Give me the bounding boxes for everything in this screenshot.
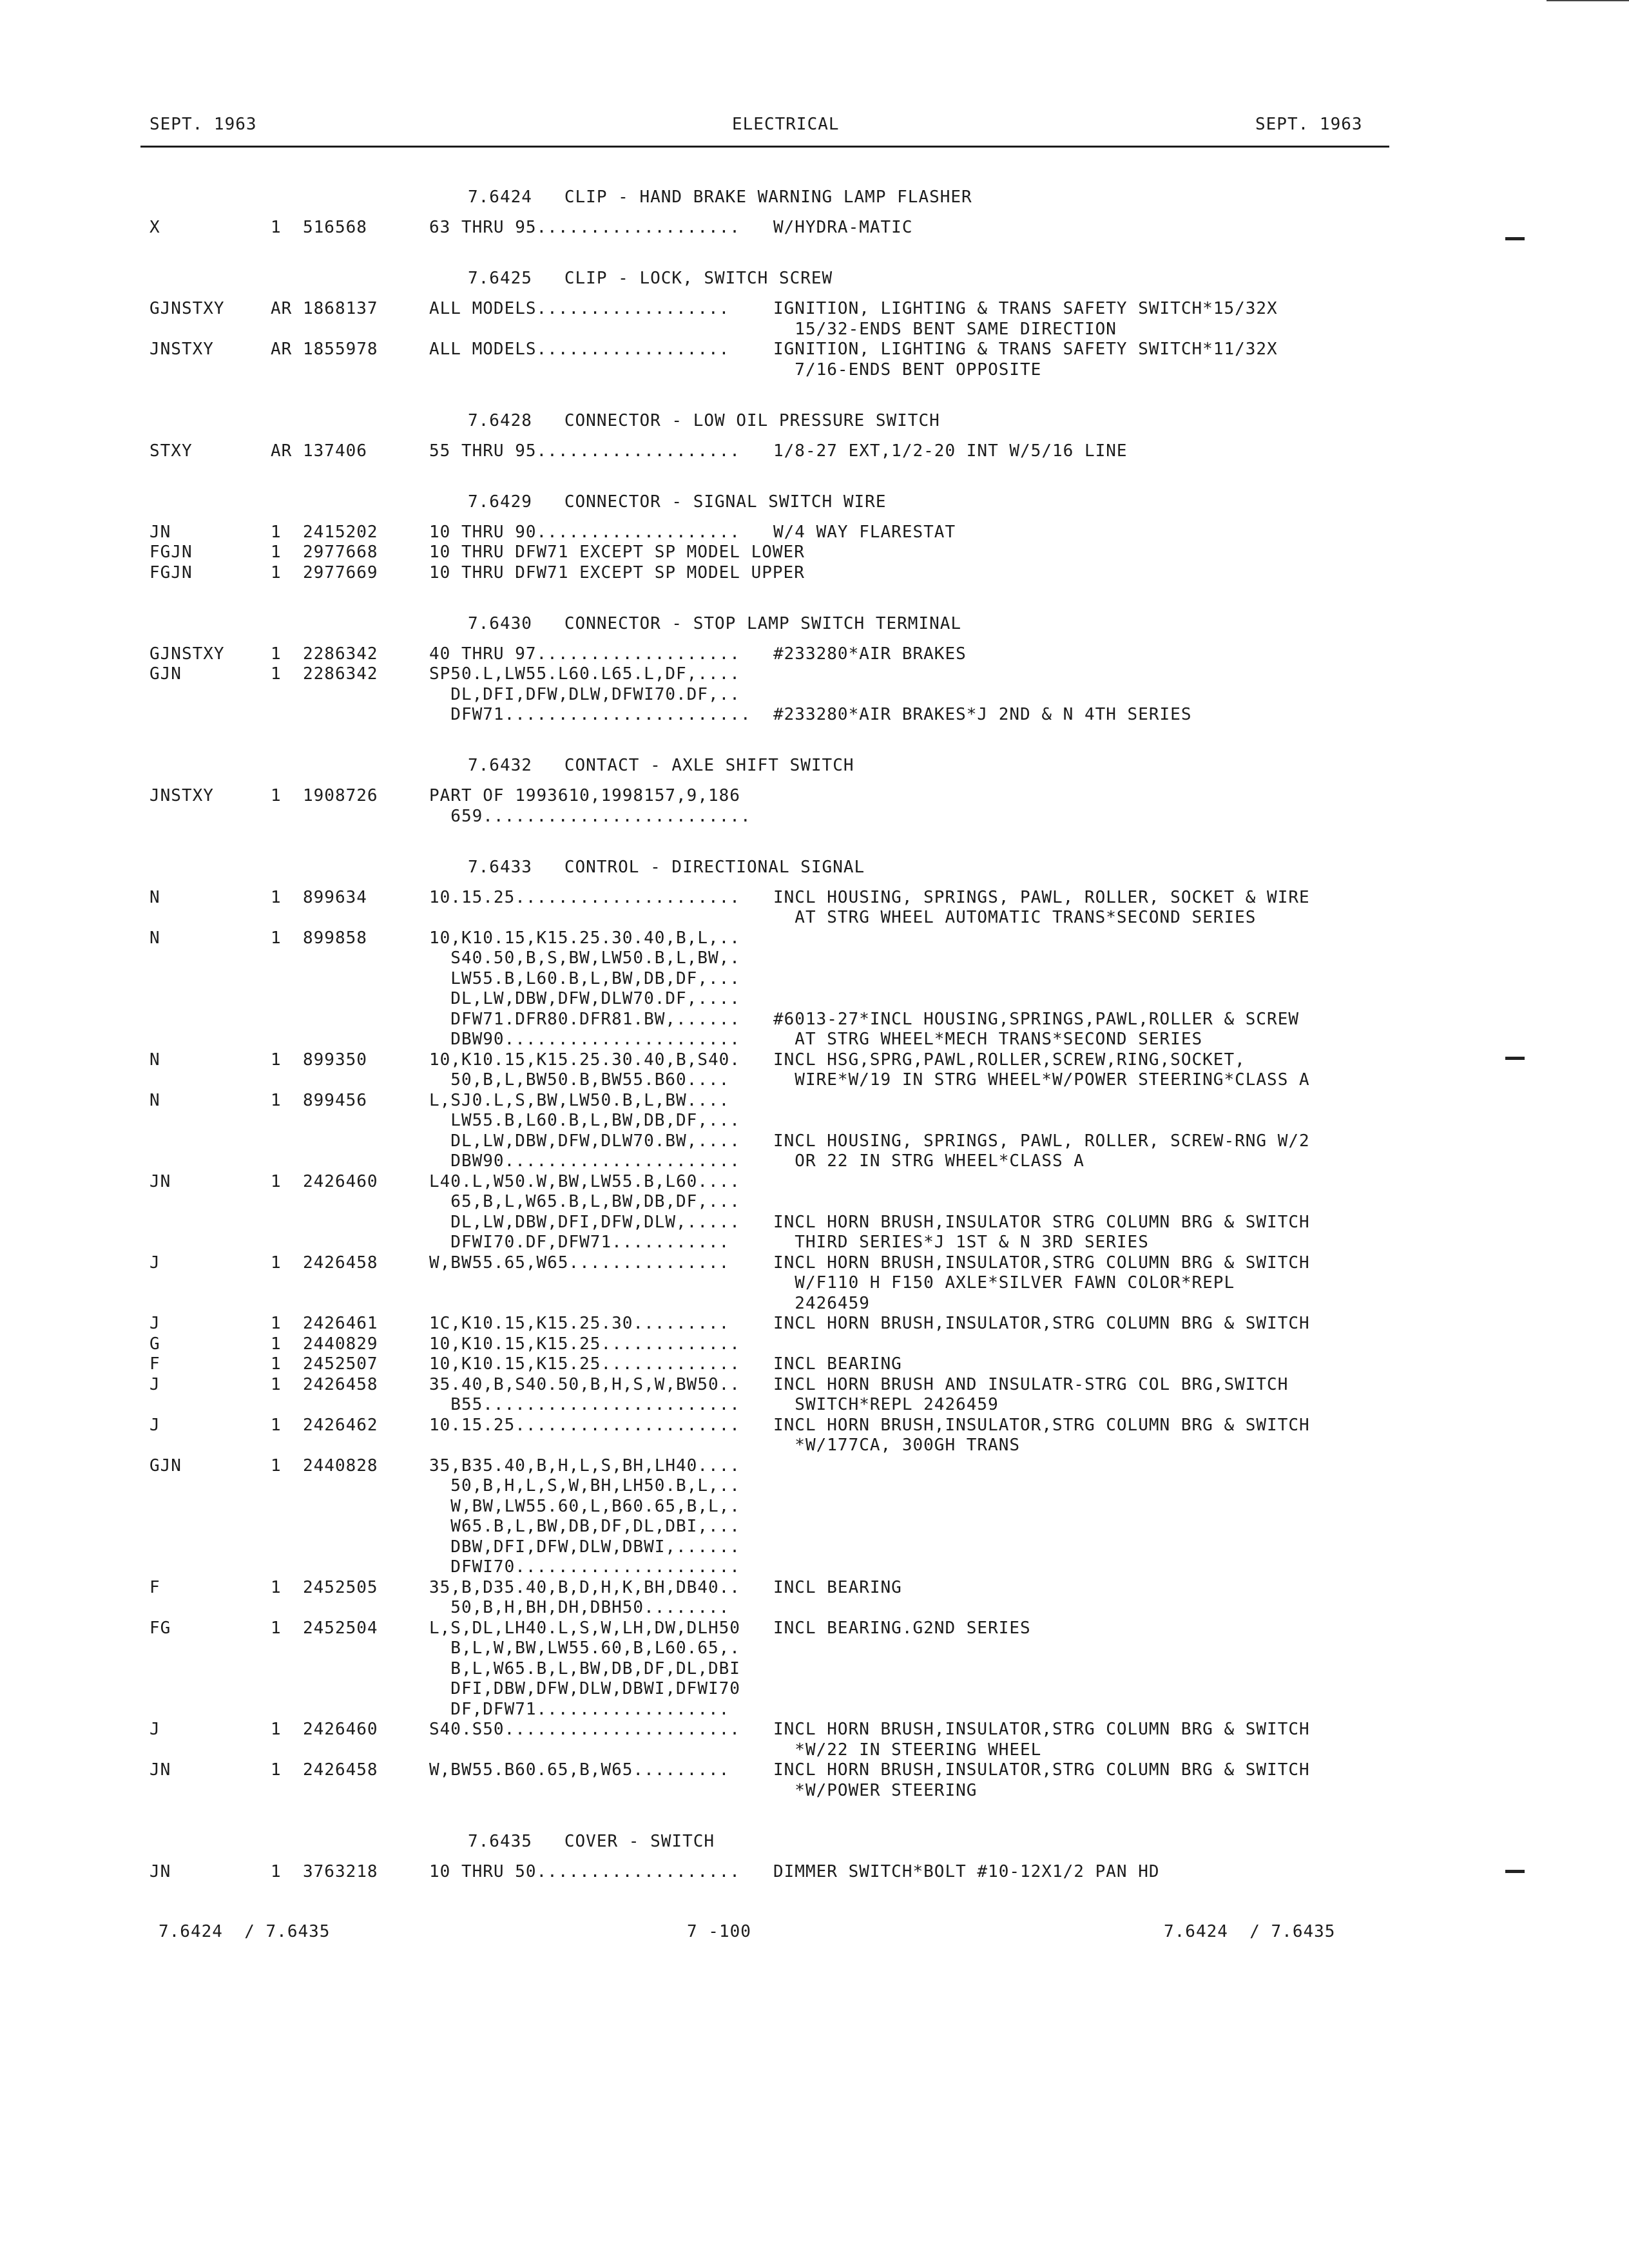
section-spacer xyxy=(0,827,1629,847)
model-range: W,BW,LW55.60,L,B60.65,B,L,. xyxy=(429,1496,740,1516)
model-range: DFWI70.DF,DFW71........... xyxy=(429,1233,730,1252)
remarks: INCL BEARING.G2ND SERIES xyxy=(773,1618,1031,1638)
model-range: DL,LW,DBW,DFI,DFW,DLW,..... xyxy=(429,1212,740,1232)
table-row xyxy=(0,1416,1629,1436)
table-row xyxy=(0,1456,1629,1477)
model-range: S40.50,B,S,BW,LW50.B,L,BW,. xyxy=(429,948,740,968)
table-row xyxy=(0,948,1629,969)
quantity: 1 xyxy=(271,1760,282,1780)
table-row xyxy=(0,928,1629,949)
table-row xyxy=(0,908,1629,928)
section-heading xyxy=(0,1821,1629,1862)
remarks: W/HYDRA-MATIC xyxy=(773,218,913,237)
model-range: 55 THRU 95................... xyxy=(429,441,740,461)
model-range: DFI,DBW,DFW,DLW,DBWI,DFWI70 xyxy=(429,1679,740,1698)
table-row xyxy=(0,340,1629,360)
model-code: N xyxy=(149,928,160,948)
model-code: JN xyxy=(149,1861,171,1881)
remarks: SWITCH*REPL 2426459 xyxy=(773,1395,999,1414)
section-heading xyxy=(0,745,1629,786)
section-spacer xyxy=(0,380,1629,401)
quantity: 1 xyxy=(271,1171,282,1191)
quantity: 1 xyxy=(271,786,282,805)
model-range: 35,B,D35.40,B,D,H,K,BH,DB40.. xyxy=(429,1577,740,1597)
part-number: 2440829 xyxy=(303,1334,378,1354)
header-section-title: ELECTRICAL xyxy=(732,115,840,134)
model-range: DL,DFI,DFW,DLW,DFWI70.DF,.. xyxy=(429,684,740,704)
table-row xyxy=(0,1578,1629,1599)
table-row xyxy=(0,1862,1629,1883)
table-row xyxy=(0,989,1629,1010)
remarks: IGNITION, LIGHTING & TRANS SAFETY SWITCH*15/32X xyxy=(773,299,1278,318)
header-date-left: SEPT. 1963 xyxy=(149,115,257,134)
part-number: 1908726 xyxy=(303,786,378,805)
table-row xyxy=(0,1050,1629,1071)
section-title: 7.6430 CONNECTOR - STOP LAMP SWITCH TERMINAL xyxy=(468,613,962,633)
model-range: SP50.L,LW55.L60.L65.L,DF,.... xyxy=(429,664,740,684)
model-range: 10,K10.15,K15.25............. xyxy=(429,1354,740,1374)
model-range: DFWI70..................... xyxy=(429,1557,740,1577)
model-range: DL,LW,DBW,DFW,DLW70.BW,.... xyxy=(429,1131,740,1151)
model-range: LW55.B,L60.B,L,BW,DB,DF,... xyxy=(429,968,740,988)
table-row xyxy=(0,1619,1629,1639)
table-row xyxy=(0,1070,1629,1091)
table-row xyxy=(0,1151,1629,1172)
quantity: 1 xyxy=(271,1720,282,1739)
model-range: 40 THRU 97................... xyxy=(429,644,740,664)
table-row xyxy=(0,1639,1629,1659)
model-code: F xyxy=(149,1354,160,1374)
table-row xyxy=(0,1334,1629,1355)
remarks: OR 22 IN STRG WHEEL*CLASS A xyxy=(773,1151,1084,1171)
model-range: 10,K10.15,K15.25.30.40,B,L,.. xyxy=(429,928,740,948)
model-range: DFW71....................... xyxy=(429,705,751,724)
model-code: FG xyxy=(149,1618,171,1638)
model-range: 10 THRU DFW71 EXCEPT SP MODEL LOWER xyxy=(429,543,805,562)
model-range: PART OF 1993610,1998157,9,186 xyxy=(429,786,740,805)
quantity: 1 xyxy=(271,1861,282,1881)
table-row xyxy=(0,1476,1629,1497)
remarks: #6013-27*INCL HOUSING,SPRINGS,PAWL,ROLLER & SCREW xyxy=(773,1009,1300,1029)
remarks: INCL HORN BRUSH,INSULATOR STRG COLUMN BRG & SWITCH xyxy=(773,1212,1310,1232)
table-row xyxy=(0,320,1629,340)
model-range: B,L,W65.B,L,BW,DB,DF,DL,DBI xyxy=(429,1658,740,1678)
model-code: J xyxy=(149,1415,160,1435)
table-row xyxy=(0,1557,1629,1578)
model-range: W65.B,L,BW,DB,DF,DL,DBI,... xyxy=(429,1517,740,1536)
model-code: J xyxy=(149,1720,160,1739)
table-row xyxy=(0,523,1629,543)
table-row xyxy=(0,644,1629,665)
table-row xyxy=(0,1172,1629,1193)
model-range: L,SJ0.L,S,BW,LW50.B,L,BW.... xyxy=(429,1090,730,1110)
model-range: L,S,DL,LH40.L,S,W,LH,DW,DLH50 xyxy=(429,1618,740,1638)
part-number: 2452507 xyxy=(303,1354,378,1374)
table-row xyxy=(0,1131,1629,1152)
section-spacer xyxy=(0,1801,1629,1821)
table-row xyxy=(0,563,1629,584)
table-row xyxy=(0,1740,1629,1761)
section-title: 7.6432 CONTACT - AXLE SHIFT SWITCH xyxy=(468,756,854,775)
quantity: AR xyxy=(271,340,293,359)
section-title: 7.6425 CLIP - LOCK, SWITCH SCREW xyxy=(468,269,833,288)
quantity: 1 xyxy=(271,1050,282,1070)
model-range: 10 THRU 50................... xyxy=(429,1861,740,1881)
part-number: 2977669 xyxy=(303,562,378,582)
remarks: *W/22 IN STEERING WHEEL xyxy=(773,1740,1042,1760)
table-row xyxy=(0,1030,1629,1050)
model-code: GJN xyxy=(149,1456,182,1475)
part-number: 2415202 xyxy=(303,522,378,542)
model-range: 1C,K10.15,K15.25.30......... xyxy=(429,1314,730,1333)
model-range: 10.15.25..................... xyxy=(429,887,740,907)
model-code: JN xyxy=(149,522,171,542)
remarks: INCL HORN BRUSH,INSULATOR,STRG COLUMN BRG & SWITCH xyxy=(773,1760,1310,1780)
scan-edge-mark xyxy=(1547,0,1629,1)
model-range: 35,B35.40,B,H,L,S,BH,LH40.... xyxy=(429,1456,740,1475)
quantity: 1 xyxy=(271,1618,282,1638)
section-heading xyxy=(0,604,1629,644)
table-row xyxy=(0,360,1629,381)
remarks: AT STRG WHEEL AUTOMATIC TRANS*SECOND SERIES xyxy=(773,908,1257,927)
section-spacer xyxy=(0,583,1629,604)
model-range: 10 THRU DFW71 EXCEPT SP MODEL UPPER xyxy=(429,562,805,582)
quantity: 1 xyxy=(271,928,282,948)
remarks: INCL HORN BRUSH,INSULATOR,STRG COLUMN BRG & SWITCH xyxy=(773,1314,1310,1333)
model-code: J xyxy=(149,1374,160,1394)
part-number: 516568 xyxy=(303,218,367,237)
quantity: 1 xyxy=(271,1374,282,1394)
part-number: 1868137 xyxy=(303,299,378,318)
part-number: 2426460 xyxy=(303,1171,378,1191)
table-row xyxy=(0,1598,1629,1619)
part-number: 2452504 xyxy=(303,1618,378,1638)
part-number: 2286342 xyxy=(303,644,378,664)
section-spacer xyxy=(0,461,1629,482)
remarks: AT STRG WHEEL*MECH TRANS*SECOND SERIES xyxy=(773,1030,1203,1049)
model-range: 10 THRU 90................... xyxy=(429,522,740,542)
model-code: JNSTXY xyxy=(149,340,214,359)
model-range: ALL MODELS.................. xyxy=(429,299,730,318)
model-code: GJNSTXY xyxy=(149,644,225,664)
part-number: 2426460 xyxy=(303,1720,378,1739)
remarks: INCL HOUSING, SPRINGS, PAWL, ROLLER, SCREW-RNG W/2 xyxy=(773,1131,1310,1151)
table-row xyxy=(0,1700,1629,1720)
part-number: 2286342 xyxy=(303,664,378,684)
table-row xyxy=(0,685,1629,706)
table-row xyxy=(0,807,1629,827)
table-row xyxy=(0,1354,1629,1375)
remarks: IGNITION, LIGHTING & TRANS SAFETY SWITCH*11/32X xyxy=(773,340,1278,359)
model-code: STXY xyxy=(149,441,193,461)
part-number: 137406 xyxy=(303,441,367,461)
table-row xyxy=(0,1010,1629,1030)
model-code: J xyxy=(149,1253,160,1273)
table-row xyxy=(0,299,1629,320)
model-range: B,L,W,BW,LW55.60,B,L60.65,. xyxy=(429,1639,740,1658)
table-row xyxy=(0,1314,1629,1334)
model-range: 35.40,B,S40.50,B,H,S,W,BW50.. xyxy=(429,1374,740,1394)
quantity: AR xyxy=(271,299,293,318)
quantity: 1 xyxy=(271,1354,282,1374)
table-row xyxy=(0,1375,1629,1396)
model-range: DBW90...................... xyxy=(429,1151,740,1171)
quantity: AR xyxy=(271,441,293,461)
model-code: GJNSTXY xyxy=(149,299,225,318)
remarks: THIRD SERIES*J 1ST & N 3RD SERIES xyxy=(773,1233,1149,1252)
section-spacer xyxy=(0,1882,1629,1903)
remarks: #233280*AIR BRAKES*J 2ND & N 4TH SERIES xyxy=(773,705,1192,724)
part-number: 3763218 xyxy=(303,1861,378,1881)
table-row xyxy=(0,1192,1629,1213)
section-heading xyxy=(0,847,1629,888)
section-title: 7.6428 CONNECTOR - LOW OIL PRESSURE SWITCH xyxy=(468,410,940,430)
model-range: 50,B,H,BH,DH,DBH50........ xyxy=(429,1598,730,1617)
page-number: 7 -100 xyxy=(687,1922,751,1941)
model-range: B55........................ xyxy=(429,1395,740,1414)
model-code: N xyxy=(149,1090,160,1110)
model-range: 659......................... xyxy=(429,806,751,826)
remarks: DIMMER SWITCH*BOLT #10-12X1/2 PAN HD xyxy=(773,1861,1160,1881)
quantity: 1 xyxy=(271,1090,282,1110)
remarks: *W/177CA, 300GH TRANS xyxy=(773,1436,1021,1455)
section-title: 7.6433 CONTROL - DIRECTIONAL SIGNAL xyxy=(468,857,865,877)
table-row xyxy=(0,1517,1629,1537)
table-row xyxy=(0,1273,1629,1294)
section-spacer xyxy=(0,238,1629,259)
model-range: DL,LW,DBW,DFW,DLW70.DF,.... xyxy=(429,989,740,1008)
quantity: 1 xyxy=(271,1415,282,1435)
model-range: L40.L,W50.W,BW,LW55.B,L60.... xyxy=(429,1171,740,1191)
model-code: JN xyxy=(149,1171,171,1191)
table-row xyxy=(0,1679,1629,1700)
remarks: W/4 WAY FLARESTAT xyxy=(773,522,956,542)
model-range: 50,B,H,L,S,W,BH,LH50.B,L,.. xyxy=(429,1476,740,1495)
table-row xyxy=(0,1091,1629,1111)
model-code: FGJN xyxy=(149,562,193,582)
header-rule xyxy=(140,146,1389,148)
model-range: DFW71.DFR80.DFR81.BW,...... xyxy=(429,1009,740,1029)
part-number: 2426458 xyxy=(303,1374,378,1394)
model-range: 10,K10.15,K15.25............. xyxy=(429,1334,740,1354)
model-range: DF,DFW71.................. xyxy=(429,1699,730,1719)
table-row xyxy=(0,888,1629,908)
model-range: 50,B,L,BW50.B,BW55.B60.... xyxy=(429,1070,730,1090)
quantity: 1 xyxy=(271,218,282,237)
quantity: 1 xyxy=(271,543,282,562)
model-range: S40.S50...................... xyxy=(429,1720,740,1739)
table-row xyxy=(0,218,1629,238)
remarks: INCL HORN BRUSH,INSULATOR,STRG COLUMN BRG & SWITCH xyxy=(773,1253,1310,1273)
quantity: 1 xyxy=(271,1456,282,1475)
table-row xyxy=(0,1659,1629,1680)
remarks: INCL HORN BRUSH,INSULATOR,STRG COLUMN BRG & SWITCH xyxy=(773,1720,1310,1739)
remarks: INCL BEARING xyxy=(773,1577,902,1597)
table-row xyxy=(0,1233,1629,1253)
model-code: X xyxy=(149,218,160,237)
remarks: #233280*AIR BRAKES xyxy=(773,644,967,664)
table-row xyxy=(0,543,1629,563)
quantity: 1 xyxy=(271,1253,282,1273)
model-range: 10.15.25..................... xyxy=(429,1415,740,1435)
remarks: INCL HORN BRUSH AND INSULATR-STRG COL BRG,SWITCH xyxy=(773,1374,1289,1394)
parts-list xyxy=(0,177,1629,1903)
footer-range-left: 7.6424 / 7.6435 xyxy=(159,1922,331,1941)
table-row xyxy=(0,1395,1629,1416)
model-range: W,BW55.65,W65............... xyxy=(429,1253,730,1273)
part-number: 2452505 xyxy=(303,1577,378,1597)
table-row xyxy=(0,1111,1629,1131)
remarks: INCL BEARING xyxy=(773,1354,902,1374)
table-row xyxy=(0,969,1629,990)
table-row xyxy=(0,1253,1629,1274)
table-row xyxy=(0,1497,1629,1517)
remarks: 2426459 xyxy=(773,1293,870,1313)
table-row xyxy=(0,1720,1629,1740)
quantity: 1 xyxy=(271,664,282,684)
model-range: DBW90...................... xyxy=(429,1030,740,1049)
remarks: 7/16-ENDS BENT OPPOSITE xyxy=(773,360,1042,380)
remarks: W/F110 H F150 AXLE*SILVER FAWN COLOR*REPL xyxy=(773,1273,1235,1293)
table-row xyxy=(0,1294,1629,1314)
remarks: WIRE*W/19 IN STRG WHEEL*W/POWER STEERING*CLASS A xyxy=(773,1070,1310,1090)
quantity: 1 xyxy=(271,1314,282,1333)
quantity: 1 xyxy=(271,562,282,582)
part-number: 2977668 xyxy=(303,543,378,562)
section-title: 7.6424 CLIP - HAND BRAKE WARNING LAMP FLASHER xyxy=(468,187,972,207)
model-range: LW55.B,L60.B,L,BW,DB,DF,... xyxy=(429,1111,740,1130)
model-code: JNSTXY xyxy=(149,786,214,805)
part-number: 2426458 xyxy=(303,1253,378,1273)
section-title: 7.6435 COVER - SWITCH xyxy=(468,1831,715,1851)
table-row xyxy=(0,705,1629,726)
table-row xyxy=(0,1760,1629,1781)
part-number: 2440828 xyxy=(303,1456,378,1475)
part-number: 899456 xyxy=(303,1090,367,1110)
section-heading xyxy=(0,401,1629,441)
part-number: 899634 xyxy=(303,887,367,907)
quantity: 1 xyxy=(271,1334,282,1354)
model-range: DBW,DFI,DFW,DLW,DBWI,...... xyxy=(429,1537,740,1557)
section-heading xyxy=(0,482,1629,523)
remarks: INCL HSG,SPRG,PAWL,ROLLER,SCREW,RING,SOCKET, xyxy=(773,1050,1246,1070)
remarks: INCL HOUSING, SPRINGS, PAWL, ROLLER, SOCKET & WIRE xyxy=(773,887,1310,907)
part-number: 2426462 xyxy=(303,1415,378,1435)
model-range: W,BW55.B60.65,B,W65......... xyxy=(429,1760,730,1780)
model-code: G xyxy=(149,1334,160,1354)
remarks: 15/32-ENDS BENT SAME DIRECTION xyxy=(773,319,1117,339)
table-row xyxy=(0,1537,1629,1558)
footer-range-right: 7.6424 / 7.6435 xyxy=(1164,1922,1336,1941)
remarks: *W/POWER STEERING xyxy=(773,1780,978,1800)
model-range: 10,K10.15,K15.25.30.40,B,S40. xyxy=(429,1050,740,1070)
remarks: 1/8-27 EXT,1/2-20 INT W/5/16 LINE xyxy=(773,441,1128,461)
table-row xyxy=(0,786,1629,807)
table-row xyxy=(0,441,1629,462)
table-row xyxy=(0,1213,1629,1233)
table-row xyxy=(0,1781,1629,1802)
part-number: 1855978 xyxy=(303,340,378,359)
model-range: 63 THRU 95................... xyxy=(429,218,740,237)
table-row xyxy=(0,1436,1629,1456)
part-number: 899350 xyxy=(303,1050,367,1070)
part-number: 2426461 xyxy=(303,1314,378,1333)
section-heading xyxy=(0,258,1629,299)
model-code: F xyxy=(149,1577,160,1597)
quantity: 1 xyxy=(271,1577,282,1597)
section-title: 7.6429 CONNECTOR - SIGNAL SWITCH WIRE xyxy=(468,492,887,512)
section-spacer xyxy=(0,726,1629,746)
quantity: 1 xyxy=(271,887,282,907)
model-code: FGJN xyxy=(149,543,193,562)
table-row xyxy=(0,664,1629,685)
section-heading xyxy=(0,177,1629,218)
part-number: 899858 xyxy=(303,928,367,948)
quantity: 1 xyxy=(271,522,282,542)
header-date-right: SEPT. 1963 xyxy=(1255,115,1363,134)
remarks: INCL HORN BRUSH,INSULATOR,STRG COLUMN BRG & SWITCH xyxy=(773,1415,1310,1435)
model-code: GJN xyxy=(149,664,182,684)
model-code: J xyxy=(149,1314,160,1333)
part-number: 2426458 xyxy=(303,1760,378,1780)
model-range: ALL MODELS.................. xyxy=(429,340,730,359)
model-code: JN xyxy=(149,1760,171,1780)
model-code: N xyxy=(149,1050,160,1070)
model-range: 65,B,L,W65.B,L,BW,DB,DF,... xyxy=(429,1192,740,1211)
quantity: 1 xyxy=(271,644,282,664)
model-code: N xyxy=(149,887,160,907)
